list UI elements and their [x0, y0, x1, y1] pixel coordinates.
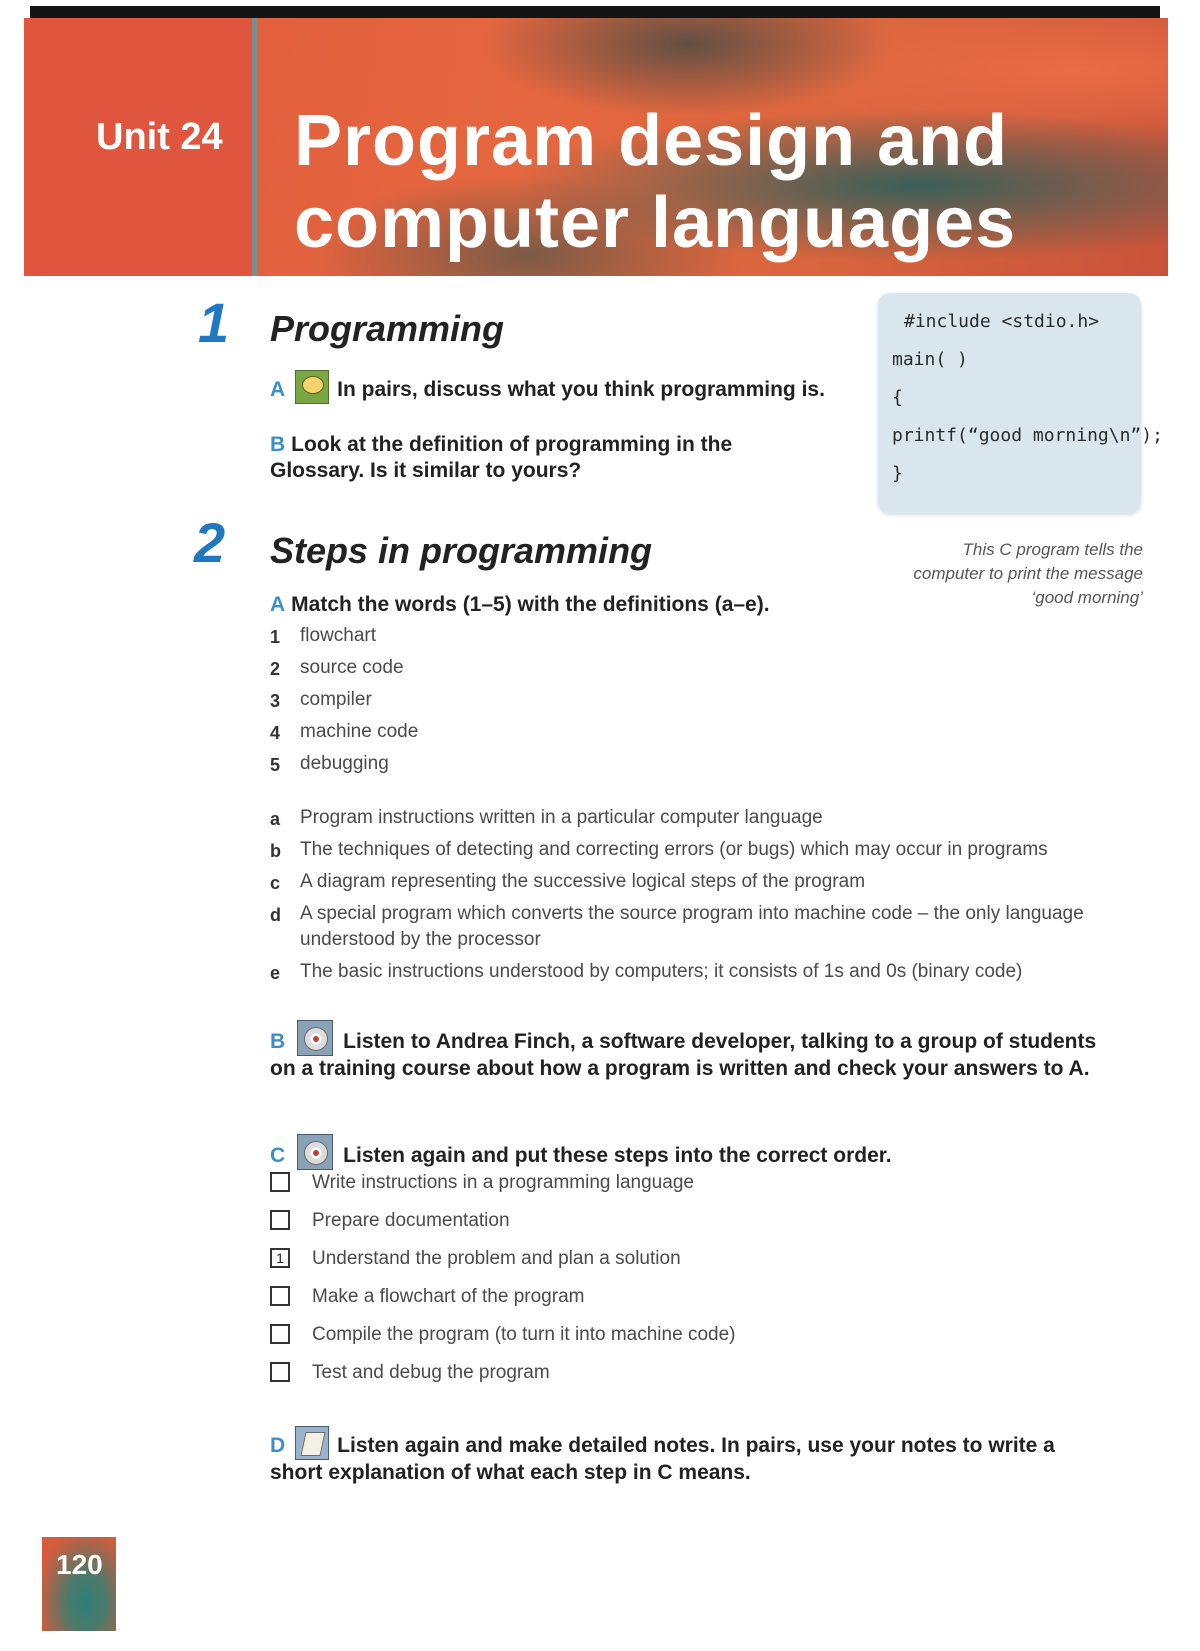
- definition-item: The basic instructions understood by computers; it consists of 1s and 0s (binary code): [300, 961, 1023, 982]
- definition-letter: a: [270, 809, 281, 829]
- unit-title-line-1: Program design and: [294, 101, 1009, 181]
- task-b-text: Listen to Andrea Finch, a software developer, talking to a group of students on a training course about how a program is written and check your answers to A.: [270, 1030, 1097, 1080]
- code-line: main( ): [892, 349, 968, 370]
- code-example-box: [878, 293, 1163, 513]
- task-a-text: In pairs, discuss what you think programming is.: [337, 378, 825, 401]
- code-caption: This C program tells the computer to print the message ‘good morning’: [913, 540, 1143, 607]
- step-item: Make a flowchart of the program: [312, 1286, 585, 1307]
- step-order-box[interactable]: [270, 1324, 290, 1344]
- word-number: 1: [270, 627, 281, 647]
- task-letter: C: [270, 1144, 286, 1167]
- section-1-task-a: [270, 370, 870, 404]
- discussion-icon: [295, 370, 329, 404]
- step-item: Understand the problem and plan a solution: [312, 1248, 681, 1269]
- section-1-title: Programming: [270, 308, 505, 349]
- section-2-task-a: [270, 592, 870, 618]
- step-order-box[interactable]: [270, 1362, 290, 1382]
- task-letter: A: [270, 378, 286, 401]
- word-number: 4: [270, 723, 281, 743]
- task-c-text: Listen again and put these steps into the correct order.: [343, 1144, 892, 1167]
- audio-cd-icon: [297, 1134, 333, 1170]
- word-number: 3: [270, 691, 281, 711]
- code-line: #include <stdio.h>: [904, 311, 1100, 332]
- step-order-box[interactable]: [270, 1286, 290, 1306]
- unit-title-line-2: computer languages: [294, 183, 1017, 263]
- definition-item: The techniques of detecting and correcting errors (or bugs) which may occur in programs: [300, 839, 1048, 860]
- word-item: source code: [300, 657, 404, 678]
- banner-divider: [252, 18, 257, 276]
- step-item: Test and debug the program: [312, 1362, 550, 1383]
- step-order-box[interactable]: [270, 1172, 290, 1192]
- step-item: Compile the program (to turn it into machine code): [312, 1324, 736, 1345]
- code-line: {: [892, 387, 903, 408]
- definition-letter: b: [270, 841, 281, 861]
- task-letter: D: [270, 1434, 286, 1457]
- definition-letter: d: [270, 905, 281, 925]
- word-number: 5: [270, 755, 281, 775]
- word-number: 2: [270, 659, 281, 679]
- task-letter: A: [270, 593, 286, 616]
- audio-cd-icon: [297, 1020, 333, 1056]
- word-item: debugging: [300, 753, 389, 774]
- step-order-box[interactable]: 1: [270, 1248, 290, 1268]
- task-b-text: Look at the definition of programming in the Glossary. Is it similar to yours?: [270, 433, 733, 482]
- notes-icon: [295, 1426, 329, 1460]
- step-order-box[interactable]: [270, 1210, 290, 1230]
- code-line: }: [892, 463, 903, 484]
- unit-label: Unit 24: [96, 116, 223, 158]
- section-2-task-c: [270, 1134, 1100, 1170]
- definition-letter: c: [270, 873, 281, 893]
- top-rule: [30, 6, 1160, 18]
- step-item: Write instructions in a programming language: [312, 1172, 694, 1193]
- word-item: machine code: [300, 721, 419, 742]
- task-letter: B: [270, 433, 286, 456]
- section-2-task-d: [270, 1426, 1110, 1486]
- section-1-number: 1: [198, 291, 230, 354]
- section-2-title: Steps in programming: [270, 530, 653, 571]
- section-2-number: 2: [194, 511, 226, 574]
- definition-item: Program instructions written in a particular computer language: [300, 807, 823, 828]
- section-2-task-b: [270, 1020, 1100, 1082]
- unit-banner: [24, 18, 1168, 276]
- unit-title: [294, 100, 1016, 264]
- code-line: printf(“good morning\n”);: [892, 425, 1163, 446]
- task-letter: B: [270, 1030, 286, 1053]
- step-item: Prepare documentation: [312, 1210, 510, 1231]
- page-number: 120: [42, 1537, 116, 1631]
- definition-item: A diagram representing the successive logical steps of the program: [300, 871, 866, 892]
- word-item: flowchart: [300, 625, 377, 646]
- word-item: compiler: [300, 689, 372, 710]
- task-d-text: Listen again and make detailed notes. In pairs, use your notes to write a short explanation of what each step in C means.: [270, 1434, 1055, 1484]
- definition-letter: e: [270, 963, 281, 983]
- task-a-text: Match the words (1–5) with the definitions (a–e).: [291, 593, 770, 616]
- section-1-task-b: [270, 432, 790, 484]
- definition-item: A special program which converts the source program into machine code – the only language understood by the processor: [300, 903, 1084, 950]
